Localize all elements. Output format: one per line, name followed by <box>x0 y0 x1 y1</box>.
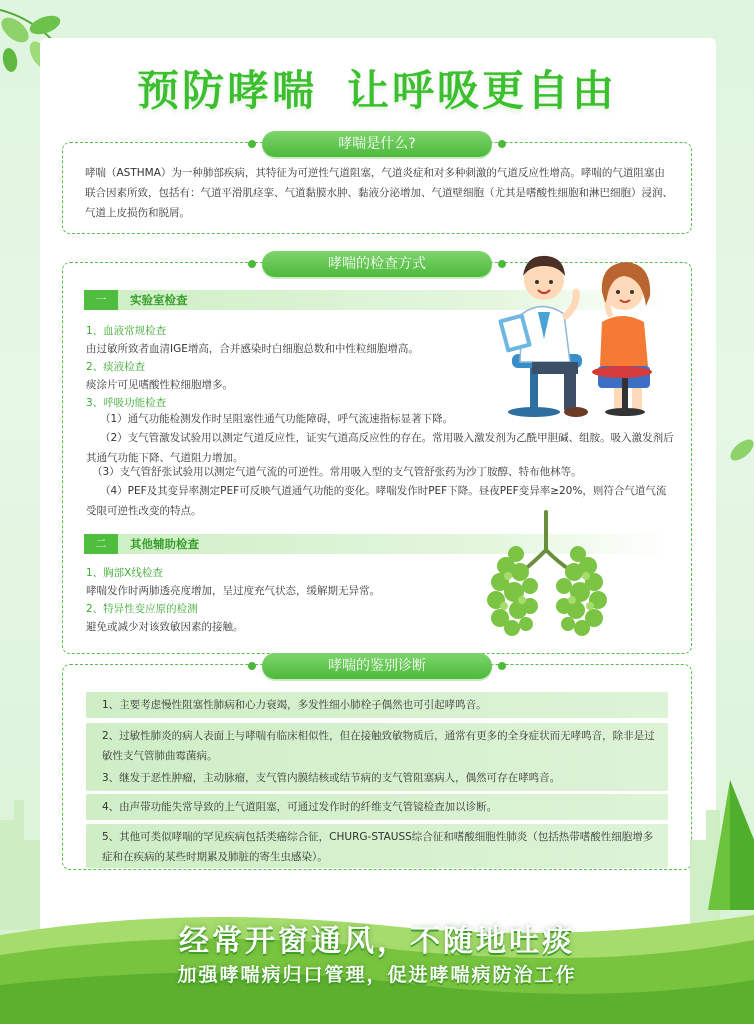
resp-item: （2）支气管激发试验用以测定气道反应性，证实气道高反应性的存在。常用吸入激发剂为乙酰甲胆碱、组胺。吸入激发剂后其通气功能下降、气道阻力增加。 <box>86 432 674 464</box>
section-what-is-asthma <box>62 136 692 234</box>
section-header: 哮喘的鉴别诊断 <box>262 653 492 679</box>
section-header: 哮喘是什么? <box>262 131 492 157</box>
diag-item: 1、主要考虑慢性阻塞性肺病和心力衰竭，多发性细小肺栓子偶然也可引起哮鸣音。 <box>86 692 668 718</box>
footer-slogan-sub: 加强哮喘病归口管理，促进哮喘病防治工作 <box>177 964 577 986</box>
lungs-illustration <box>486 510 608 642</box>
section-what-text: 哮喘（ASTHMA）为一种肺部疾病，其特征为可逆性气道阻塞，气道炎症和对多种刺激的气道反应性增高。哮喘的气道阻塞由联合因素所致，包括有：气道平滑肌痉挛、气道黏膜水肿、黏液分泌增加、气道壁细胞（尤其是嗜酸性细胞和淋巴细胞）浸润、气道上皮损伤和脱屑。 <box>85 167 673 219</box>
lab-item-title: 1、血液常规检查 <box>86 325 167 337</box>
lab-item-text: 痰涂片可见嗜酸性粒细胞增多。 <box>86 379 233 391</box>
aux-item-text: 避免或减少对该致敏因素的接触。 <box>86 621 244 633</box>
aux-item-text: 哮喘发作时两肺透亮度增加，呈过度充气状态，缓解期无异常。 <box>86 585 380 597</box>
aux-item-title: 2、特异性变应原的检测 <box>86 603 198 615</box>
subsection-label: 其他辅助检查 <box>130 537 199 551</box>
aux-item-title: 1、胸部X线检查 <box>86 567 163 579</box>
title-part1: 预防哮喘 <box>136 66 317 115</box>
diag-item: 3、继发于恶性肿瘤，主动脉瘤，支气管内膜结核或结节病的支气管阻塞病人，偶然可存在哮鸣音。 <box>86 765 668 791</box>
doctor-patient-illustration <box>492 244 668 426</box>
diag-item: 2、过敏性肺炎的病人表面上与哮喘有临床相似性，但在接触致敏物质后，通常有更多的全身症状而无哮鸣音，除非是过敏性支气管肺曲霉菌病。 <box>86 723 668 767</box>
title-part2: 让呼吸更自由 <box>347 66 618 115</box>
resp-item: （3）支气管舒张试验用以测定气道气流的可逆性。常用吸入型的支气管舒张药为沙丁胺醇、特布他林等。 <box>92 466 582 478</box>
subsection-label: 实验室检查 <box>130 293 188 307</box>
diag-item: 4、由声带功能失常导致的上气道阻塞，可通过发作时的纤维支气管镜检查加以诊断。 <box>86 794 668 820</box>
footer-slogan-main: 经常开窗通风，不随地吐痰 <box>179 924 575 959</box>
diag-item: 5、其他可类似哮喘的罕见疾病包括类癌综合征，CHURG-STAUSS综合征和嗜酸细胞性肺炎（包括热带嗜酸性细胞增多症和在疾病的某些时期累及肺脏的寄生虫感染）。 <box>86 824 668 868</box>
leaf-decoration <box>714 430 754 490</box>
resp-item: （1）通气功能检测发作时呈阻塞性通气功能障碍，呼气流速指标显著下降。 <box>100 413 454 425</box>
lab-item-text: 由过敏所致者血清IGE增高，合并感染时白细胞总数和中性粒细胞增高。 <box>86 343 419 355</box>
page-title <box>0 58 754 118</box>
resp-item: （4）PEF及其变异率测定PEF可反映气道通气功能的变化。哮喘发作时PEF下降。昼夜PEF变异率≥20%，则符合气道气流受限可逆性改变的特点。 <box>86 485 667 517</box>
subsection-number: 一 <box>84 290 118 310</box>
section-header: 哮喘的检查方式 <box>262 251 492 277</box>
lab-item-title: 3、呼吸功能检查 <box>86 397 167 409</box>
subsection-number: 二 <box>84 534 118 554</box>
lab-item-title: 2、痰液检查 <box>86 361 146 373</box>
